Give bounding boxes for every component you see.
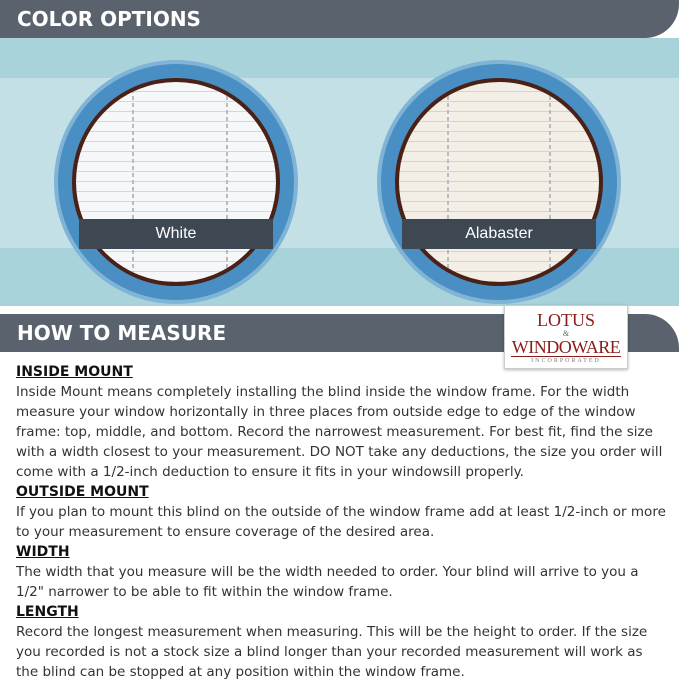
measure-instructions [16, 362, 666, 682]
swatch-alabaster[interactable] [381, 64, 617, 300]
section-body-inside-mount: Inside Mount means completely installing the blind inside the window frame. For the width measure your window horizontally in three places from outside edge to edge of the window frame: top, middle, and bottom. Record the narrowest measurement. For best fit, find the size with a width closest to your measurement. DO NOT take any deductions, the size you order will come with a 1/2-inch deduction to ensure it fits in your windowsill properly. [16, 384, 663, 480]
logo-ampersand: & [562, 329, 570, 338]
blind-cord [132, 82, 134, 282]
logo-line-incorporated: INCORPORATED [531, 358, 601, 364]
lotus-windoware-logo [504, 305, 628, 369]
section-body-width: The width that you measure will be the width needed to order. Your blind will arrive to you a 1/2" narrower to be able to fit within the window frame. [16, 564, 639, 600]
blind-cord [447, 82, 449, 282]
swatch-label-white: White [79, 219, 273, 249]
logo-line-lotus: LOTUS [537, 310, 595, 330]
section-title-inside-mount: INSIDE MOUNT [16, 364, 133, 380]
section-title-outside-mount: OUTSIDE MOUNT [16, 484, 149, 500]
blind-cord [226, 82, 228, 282]
color-swatch-area [0, 38, 679, 306]
how-to-measure-heading: HOW TO MEASURE [0, 314, 679, 352]
swatch-white[interactable] [58, 64, 294, 300]
section-body-outside-mount: If you plan to mount this blind on the outside of the window frame add at least 1/2-inch or more to your measurement to ensure coverage of the desired area. [16, 504, 666, 540]
logo-line-windoware: WINDOWARE [511, 337, 621, 357]
section-body-length: Record the longest measurement when measuring. This will be the height to order. If the size you recorded is not a stock size a blind longer than your recorded measurement will work as the blind can be stopped at any position within the window frame. [16, 624, 648, 680]
blind-white-image [72, 78, 280, 286]
blind-alabaster-image [395, 78, 603, 286]
color-options-heading: COLOR OPTIONS [0, 0, 679, 38]
section-title-width: WIDTH [16, 544, 70, 560]
swatch-label-alabaster: Alabaster [402, 219, 596, 249]
section-title-length: LENGTH [16, 604, 79, 620]
blind-cord [549, 82, 551, 282]
